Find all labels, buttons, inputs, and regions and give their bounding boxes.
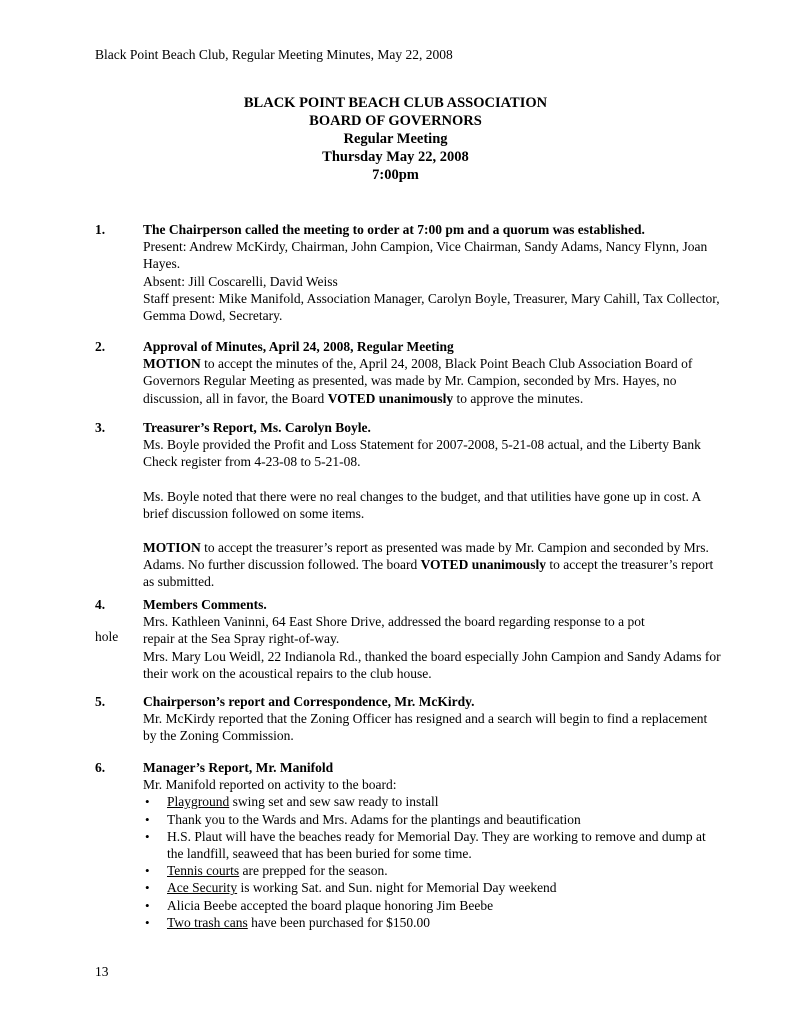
list-item-text: are prepped for the season. (239, 863, 388, 879)
item-number: 3. (95, 420, 106, 435)
list-item (143, 897, 723, 914)
bullet-icon: • (145, 863, 150, 879)
item-heading: Manager’s Report, Mr. Manifold (143, 760, 334, 775)
paragraph: Mr. McKirdy reported that the Zoning Officer has resigned and a search will begin to find a replacement by the Zoning Commission. (143, 711, 708, 744)
item-heading: Treasurer’s Report, Ms. Carolyn Boyle. (143, 420, 371, 435)
page-number: 13 (95, 964, 109, 979)
underlined-term: Tennis courts (167, 863, 240, 879)
motion-end: to approve the minutes. (453, 390, 584, 406)
bullet-icon: • (145, 880, 150, 896)
list-item (143, 793, 723, 810)
vote-result: VOTED unanimously (327, 390, 454, 406)
paragraph: Mr. Manifold reported on activity to the board: (143, 777, 397, 793)
list-item-text: swing set and sew saw ready to install (229, 794, 439, 810)
item-heading: Approval of Minutes, April 24, 2008, Regular Meeting (143, 339, 454, 354)
bullet-icon: • (145, 811, 150, 827)
title-date: Thursday May 22, 2008 (322, 149, 469, 165)
motion-text: to accept the treasurer’s report as presented was made by Mr. Campion and seconded by Mrs. Adams. No further discussion followed. The board (143, 540, 709, 573)
comment-line: Mrs. Kathleen Vaninni, 64 East Shore Drive, addressed the board regarding response to a pot (143, 614, 645, 630)
list-item-text: Thank you to the Wards and Mrs. Adams for the plantings and beautification (167, 811, 581, 827)
item-number: 5. (95, 694, 106, 709)
absent-list: Absent: Jill Coscarelli, David Weiss (143, 273, 338, 289)
bullet-icon: • (145, 828, 150, 844)
comment-line: repair at the Sea Spray right-of-way. (143, 631, 340, 647)
title-meeting-type: Regular Meeting (343, 131, 448, 147)
comment-paragraph: Mrs. Mary Lou Weidl, 22 Indianola Rd., thanked the board especially John Campion and Sandy Adams for their work on the acoustical repairs to the club house. (143, 648, 721, 681)
underlined-term: Ace Security (167, 880, 238, 896)
present-list: Present: Andrew McKirdy, Chairman, John Campion, Vice Chairman, Sandy Adams, Nancy Flynn, Joan Hayes. (143, 239, 708, 272)
bullet-icon: • (145, 897, 150, 913)
list-item-text: have been purchased for $150.00 (247, 914, 430, 930)
item-number: 1. (95, 222, 106, 237)
item-heading: Chairperson’s report and Correspondence, Mr. McKirdy. (143, 694, 475, 709)
margin-word: hole (95, 629, 119, 644)
underlined-term: Playground (167, 794, 230, 810)
list-item (143, 914, 723, 931)
paragraph: Ms. Boyle provided the Profit and Loss Statement for 2007-2008, 5-21-08 actual, and the Liberty Bank Check register from 4-23-08 to 5-21-08. (143, 437, 701, 470)
underlined-term: Two trash cans (167, 914, 248, 930)
item-heading: The Chairperson called the meeting to order at 7:00 pm and a quorum was established. (143, 222, 645, 237)
paragraph: Ms. Boyle noted that there were no real changes to the budget, and that utilities have gone up in cost. A brief discussion followed on some items. (143, 488, 701, 521)
list-item (143, 811, 723, 828)
running-header: Black Point Beach Club, Regular Meeting Minutes, May 22, 2008 (95, 47, 453, 62)
list-item (143, 879, 723, 896)
title-organization: BLACK POINT BEACH CLUB ASSOCIATION (243, 95, 548, 111)
list-item-text: is working Sat. and Sun. night for Memorial Day weekend (237, 880, 557, 896)
staff-list: Staff present: Mike Manifold, Association Manager, Carolyn Boyle, Treasurer, Mary Cahill, Tax Collector, Gemma Dowd, Secretary. (143, 290, 720, 324)
bullet-icon: • (145, 914, 150, 930)
list-item-text: Alicia Beebe accepted the board plaque honoring Jim Beebe (167, 897, 494, 913)
motion-end: to accept the treasurer’s report as submitted. (143, 557, 714, 590)
motion-label: MOTION (143, 540, 201, 556)
list-item-text: H.S. Plaut will have the beaches ready for Memorial Day. They are working to remove and dump at the landfill, seaweed that has been buried for some time. (167, 828, 706, 862)
motion-paragraph (143, 355, 723, 407)
item-number: 2. (95, 339, 106, 354)
item-number: 4. (95, 597, 106, 612)
motion-label: MOTION (143, 356, 201, 372)
title-time: 7:00pm (372, 167, 419, 183)
bullet-icon: • (145, 794, 150, 810)
motion-text: to accept the minutes of the, April 24, 2008, Black Point Beach Club Association Board of Governors Regular Meeting as presented, was made by Mr. Campion, seconded by Mrs. Hayes, no discussion, all in favor, the Board (143, 356, 693, 406)
document-title (0, 94, 791, 184)
title-board: BOARD OF GOVERNORS (309, 113, 482, 129)
item-heading: Members Comments. (143, 597, 267, 612)
bullet-list (143, 793, 723, 931)
item-number: 6. (95, 760, 106, 775)
vote-result: VOTED unanimously (420, 557, 546, 573)
list-item (143, 828, 723, 862)
motion-paragraph (143, 539, 723, 591)
list-item (143, 862, 723, 879)
